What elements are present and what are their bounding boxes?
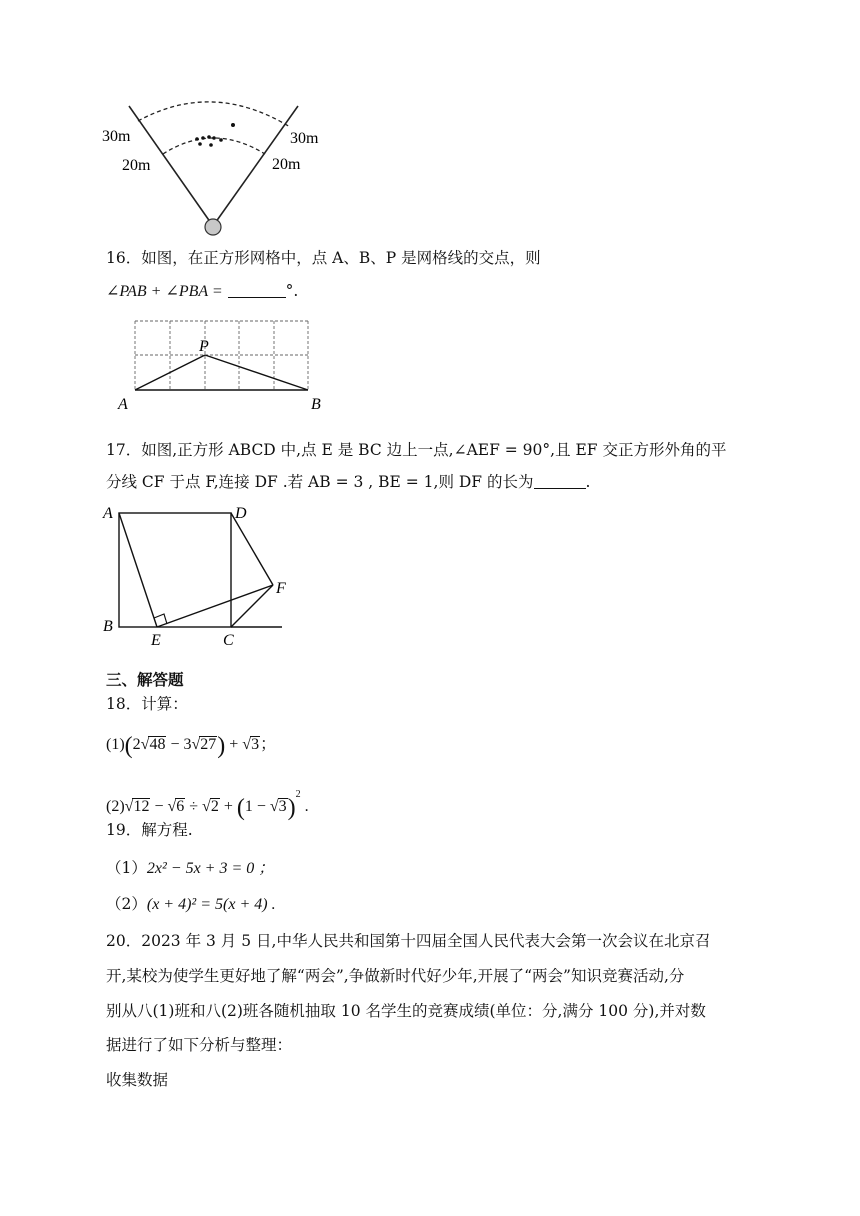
q17-line2-text: 分线 CF 于点 F,连接 DF .若 AB = 3 , BE = 1,则 DF 的长为 [106,473,534,491]
grid-figure [110,310,340,420]
q18-p2-minus: − [154,798,164,815]
q20-line2: 开,某校为使学生更好地了解“两会”,争做新时代好少年,开展了“两会”知识竞赛活动,分 [106,967,685,985]
q18-part1: (1)(2√48 − 3√27) + √3； [106,733,277,759]
q19-part2 [106,894,276,915]
label-P: P [199,338,209,355]
section-heading: 三、解答题 [106,671,184,689]
segment-PB [205,355,308,390]
q17-answer-blank [534,473,586,489]
q18-p2-end: . [304,798,309,815]
label-B: B [311,396,321,413]
q20-line3: 别从八(1)班和八(2)班各随机抽取 10 名学生的竞赛成绩(单位：分,满分 100 分),并对数 [106,1002,706,1020]
q18-p1-radicand3: 3 [251,736,260,753]
segment-AP [135,355,205,390]
q18-part2: $(2)√12 - √6 \div √2 + (1 - √3)^2$ . [106,789,309,821]
q18-p2-number: (2) [106,798,125,815]
sector-figure [100,100,350,240]
q18-p2-one-minus: 1 − [244,798,266,815]
q20-line4: 据进行了如下分析与整理： [106,1036,293,1054]
q20-line5: 收集数据 [106,1071,169,1089]
arc-20m [163,138,265,154]
q18-p2-divide: ÷ [189,798,199,815]
q18-p2-plus: + [223,798,233,815]
q19-part1 [106,858,274,879]
q20-line1: 20．2023 年 3 月 5 日,中华人民共和国第十四届全国人民代表大会第一次会议在北京召 [106,932,711,950]
q18-p1-coef: 2 [132,736,141,753]
q16-degree-end: °. [285,282,299,300]
label-C: C [223,632,234,649]
label-A: A [118,396,128,413]
q18-p2-radicand4: 3 [278,798,287,815]
q18-p1-plus: + [229,736,239,753]
q18-p1-radicand2: 27 [200,736,217,753]
segment-DF [231,513,273,585]
q17-line2-end: . [585,473,591,491]
q19-title: 19．解方程. [106,821,193,839]
label-30m-right: 30m [290,130,319,147]
q17-line1: 17．如图,正方形 ABCD 中,点 E 是 BC 边上一点,∠AEF = 90°,且 EF 交正方形外角的平 [106,441,727,459]
q19-p1-equation: 2x² − 5x + 3 = 0 ； [146,860,275,877]
q17-line2 [106,472,590,492]
q16-line1: 16．如图，在正方形网格中，点 A、B、P 是网格线的交点，则 [106,249,541,267]
q16-line2 [106,281,298,302]
label-A: A [103,505,113,522]
square-ABCD [119,513,231,627]
landing-dots [195,123,235,147]
q19-p1-number: （1） [106,859,147,877]
label-20m-right: 20m [272,156,301,173]
grid-lines [135,321,308,390]
q18-p2-radicand2: 6 [176,798,185,815]
q19-p2-number: （2） [106,895,147,913]
q18-p1-number: (1) [106,736,125,753]
q18-p2-exponent: 2 [295,789,301,800]
arc-30m [138,102,290,127]
q18-p2-radicand1: 12 [133,798,150,815]
segment-EF [157,585,273,627]
center-point [205,219,221,235]
label-30m-left: 30m [102,128,131,145]
q18-p1-radicand1: 48 [149,736,166,753]
segment-CF [231,585,273,627]
q18-p1-minus: − 3 [170,736,192,753]
q16-expression: ∠PAB + ∠PBA = [106,283,223,300]
q18-title: 18．计算： [106,695,188,713]
q19-p2-equation: (x + 4)² = 5(x + 4) . [146,896,276,913]
square-figure [100,500,300,650]
q16-answer-blank [228,282,286,298]
q18-p2-radicand3: 2 [210,798,219,815]
label-F: F [276,580,286,597]
label-B: B [103,618,113,635]
label-E: E [151,632,161,649]
label-20m-left: 20m [122,157,151,174]
q18-p1-end: ； [260,736,277,753]
segment-AE [119,513,157,627]
label-D: D [235,505,247,522]
